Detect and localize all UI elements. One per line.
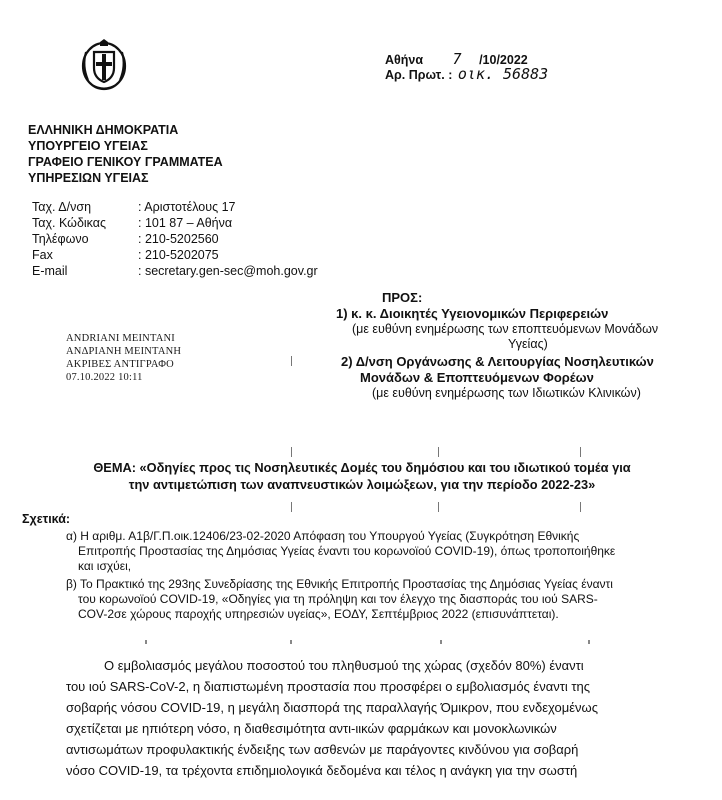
- contact-row-phone: [32, 231, 219, 247]
- scan-artifact: [291, 447, 292, 457]
- contact-row-email: [32, 263, 318, 279]
- body-paragraph-line: σοβαρής νόσου COVID-19, η μεγάλη διασπορά της παραλλαγής Όμικρον, που ενδεχομένως: [66, 700, 598, 715]
- related-item-b-line: COV-2σε χώρους παροχής υπηρεσιών υγείας», ΕΟΔΥ, Σεπτέμβριος 2022 (επισυνάπτεται).: [78, 607, 559, 621]
- certified-copy-stamp-line: ΑΝΔΡΙΑΝΗ ΜΕΙΝΤΑΝΗ: [66, 346, 182, 357]
- protocol-label: Αρ. Πρωτ. :: [385, 68, 453, 82]
- recipient-2-note: (με ευθύνη ενημέρωσης των Ιδιωτικών Κλινικών): [372, 386, 641, 400]
- handwritten-date-day: 7: [452, 50, 462, 68]
- contact-row-postcode: [32, 215, 232, 231]
- contact-value: : secretary.gen-sec@moh.gov.gr: [138, 264, 318, 278]
- handwritten-protocol-number: οικ. 56883: [457, 65, 549, 83]
- department-line: ΓΡΑΦΕΙΟ ΓΕΝΙΚΟΥ ΓΡΑΜΜΑΤΕΑ: [28, 155, 223, 169]
- recipient-1-note: (με ευθύνη ενημέρωσης των εποπτευόμενων Μονάδων: [352, 322, 659, 336]
- related-item-b-line: του κορωνοϊού COVID-19, «Οδηγίες για τη πρόληψη και τον έλεγχο της διασποράς του ιού SARS-: [78, 592, 598, 606]
- scan-artifact: [580, 447, 581, 457]
- scan-artifact: [291, 502, 292, 512]
- body-paragraph-line: του ιού SARS-CoV-2, η διαπιστωμένη προστασία που προσφέρει ο εμβολιασμός έναντι της: [66, 679, 590, 694]
- contact-row-fax: [32, 247, 219, 263]
- scan-artifact: [438, 447, 439, 457]
- contact-label: Τηλέφωνο: [32, 232, 89, 246]
- protocol-line: [385, 67, 548, 83]
- contact-value: : Αριστοτέλους 17: [138, 200, 236, 214]
- contact-label: Ταχ. Κώδικας: [32, 216, 107, 230]
- scan-artifact: [588, 640, 590, 644]
- related-title: Σχετικά:: [22, 512, 71, 526]
- recipients-title: ΠΡΟΣ:: [382, 290, 423, 305]
- department-line: ΥΠΟΥΡΓΕΙΟ ΥΓΕΙΑΣ: [28, 139, 148, 153]
- subject-line: ΘΕΜΑ: «Οδηγίες προς τις Νοσηλευτικές Δομές του δημόσιου και του ιδιωτικού τομέα για: [93, 460, 631, 475]
- contact-label: Ταχ. Δ/νση: [32, 200, 92, 214]
- certified-copy-stamp-line: ANDRIANI MEINTANI: [66, 333, 175, 344]
- body-paragraph-line: σχετίζεται με ηπιότερη νόσο, η διαθεσιμότητα αντι-ιικών φαρμάκων και μονοκλωνικών: [66, 721, 557, 736]
- related-item-a-line: και ισχύει,: [78, 559, 132, 573]
- contact-value: : 210-5202075: [138, 248, 219, 262]
- related-item-a-line: α) Η αριθμ. Α1β/Γ.Π.οικ.12406/23-02-2020 Απόφαση του Υπουργού Υγείας (Συγκρότηση Εθνικής: [66, 529, 580, 543]
- city-label: Αθήνα: [385, 53, 424, 67]
- recipient-2-line: 2) Δ/νση Οργάνωσης & Λειτουργίας Νοσηλευτικών: [341, 354, 654, 369]
- certified-copy-stamp-line: ΑΚΡΙΒΕΣ ΑΝΤΙΓΡΑΦΟ: [66, 359, 174, 370]
- greek-coat-of-arms-icon: [80, 38, 128, 92]
- scan-artifact: [291, 356, 292, 366]
- department-line: ΥΠΗΡΕΣΙΩΝ ΥΓΕΙΑΣ: [28, 171, 149, 185]
- scan-artifact: [145, 640, 147, 644]
- certified-copy-stamp-line: 07.10.2022 10:11: [66, 372, 143, 383]
- recipient-1-line: 1) κ. κ. Διοικητές Υγειονομικών Περιφερειών: [336, 306, 609, 321]
- scan-artifact: [440, 640, 442, 644]
- related-item-a-line: Επιτροπής Προστασίας της Δημόσιας Υγείας έναντι του κορωνοϊού COVID-19), όπως τροποποιήθηκε: [78, 544, 616, 558]
- related-item-b-line: β) Το Πρακτικό της 293ης Συνεδρίασης της Εθνικής Επιτροπής Προστασίας της Δημόσιας Υγείας έναντι: [66, 577, 613, 591]
- contact-row-address: [32, 199, 236, 215]
- body-paragraph-line: νόσο COVID-19, τα τρέχοντα επιδημιολογικά δεδομένα και τέλος η ανάγκη για την σωστή: [66, 763, 578, 778]
- scan-artifact: [438, 502, 439, 512]
- body-paragraph-line: Ο εμβολιασμός μεγάλου ποσοστού του πληθυσμού της χώρας (σχεδόν 80%) έναντι: [104, 658, 584, 673]
- scan-artifact: [290, 640, 292, 644]
- department-line: ΕΛΛΗΝΙΚΗ ΔΗΜΟΚΡΑΤΙΑ: [28, 123, 179, 137]
- contact-label: E-mail: [32, 264, 68, 278]
- subject-line: την αντιμετώπιση των αναπνευστικών λοιμώξεων, για την περίοδο 2022-23»: [128, 477, 596, 492]
- scan-artifact: [580, 502, 581, 512]
- contact-label: Fax: [32, 248, 53, 262]
- date-rest: /10/2022: [479, 53, 528, 67]
- contact-value: : 210-5202560: [138, 232, 219, 246]
- recipient-2-line: Μονάδων & Εποπτευόμενων Φορέων: [360, 370, 594, 385]
- body-paragraph-line: αντισωμάτων προφυλακτικής ένδειξης των ασθενών με παράγοντες κινδύνου για σοβαρή: [66, 742, 579, 757]
- contact-value: : 101 87 – Αθήνα: [138, 216, 233, 230]
- recipient-1-note: Υγείας): [508, 337, 548, 351]
